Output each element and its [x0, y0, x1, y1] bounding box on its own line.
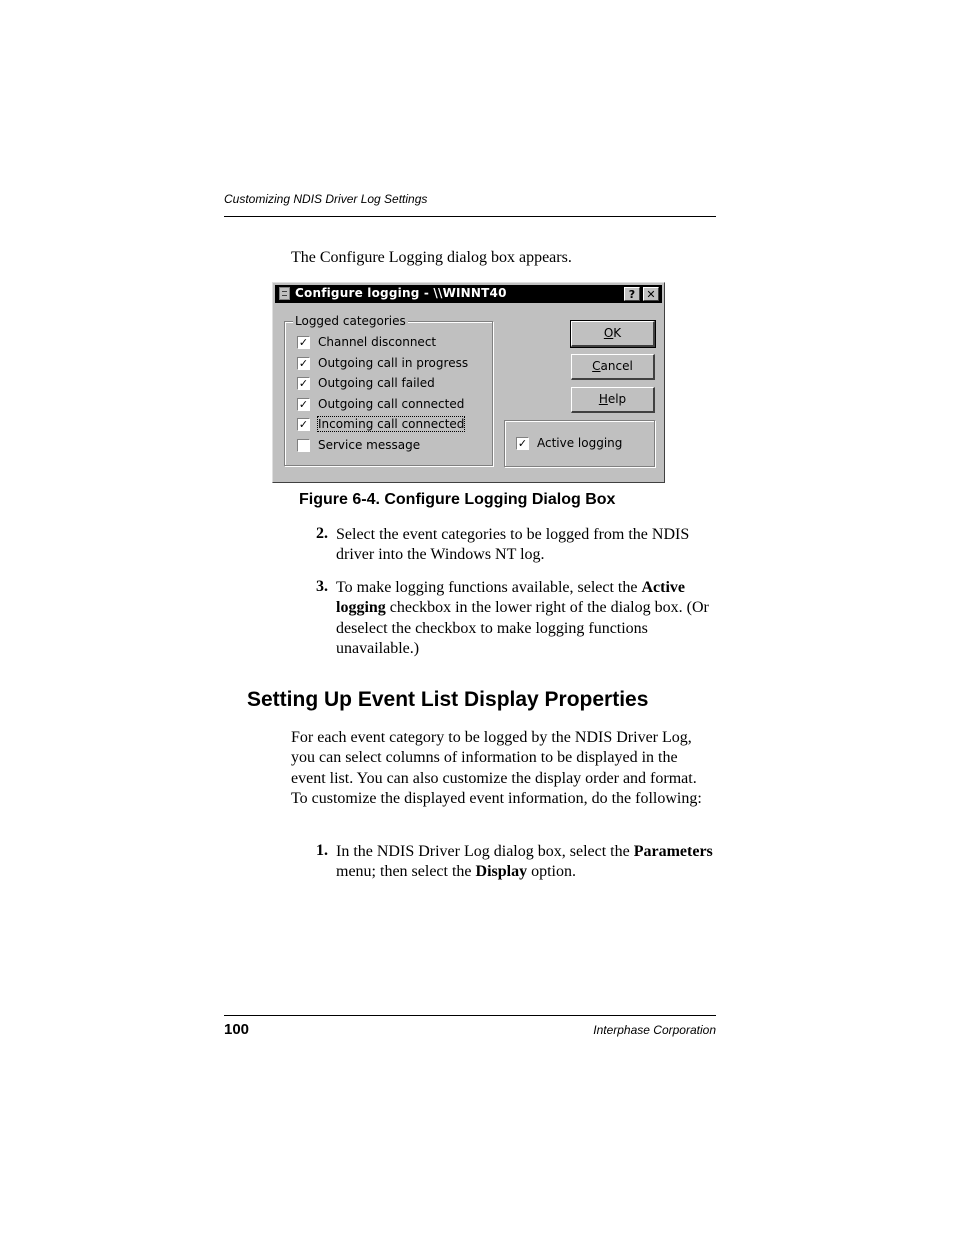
step-number: 2.	[316, 525, 328, 542]
footer-company: Interphase Corporation	[593, 1023, 716, 1037]
step-text	[336, 525, 716, 566]
category-label: Outgoing call connected	[318, 396, 465, 411]
help-label: elp	[607, 392, 627, 406]
active-logging-checkbox[interactable]: ✓	[517, 437, 528, 450]
category-label: Incoming call connected	[318, 417, 465, 431]
dialog-titlebar	[275, 285, 662, 303]
active-logging-group	[504, 420, 655, 467]
category-label: Channel disconnect	[318, 335, 437, 349]
group-label: Logged categories	[295, 314, 406, 328]
active-logging-label: Active logging	[537, 436, 623, 450]
category-checkbox[interactable]: ✓	[298, 418, 309, 431]
category-label: Outgoing call failed	[318, 376, 435, 390]
help-question-button[interactable]: ?	[624, 287, 640, 301]
running-header: Customizing NDIS Driver Log Settings	[224, 192, 428, 206]
step-fragment: menu; then select the	[336, 863, 476, 881]
help-button[interactable]	[571, 387, 655, 413]
step-number: 3.	[316, 578, 328, 595]
category-checkbox[interactable]	[297, 439, 310, 452]
section-heading: Setting Up Event List Display Properties	[247, 688, 649, 711]
intro-text: The Configure Logging dialog box appears.	[291, 249, 572, 266]
step-text	[336, 842, 716, 883]
footer-rule	[224, 1015, 716, 1016]
category-label: Outgoing call in progress	[318, 355, 469, 370]
ok-button[interactable]	[571, 321, 655, 347]
step-text	[336, 578, 716, 660]
ok-label: K	[613, 326, 622, 340]
step-fragment: checkbox in the lower right of the dialog box. (Or deselect the checkbox to make logging functions unavailable.)	[336, 599, 709, 658]
step-emphasis: Display	[475, 863, 528, 881]
help-access-key: H	[598, 392, 608, 406]
step-fragment: In the NDIS Driver Log dialog box, select the	[336, 843, 634, 860]
step-fragment: option.	[527, 863, 576, 881]
dialog-title: Configure logging - \\WINNT40	[295, 286, 507, 300]
category-checkbox[interactable]: ✓	[298, 397, 309, 411]
configure-logging-dialog	[272, 282, 665, 483]
step-emphasis: Active logging	[336, 579, 685, 617]
ok-access-key: O	[603, 326, 614, 340]
figure-caption: Figure 6-4. Configure Logging Dialog Box	[299, 491, 616, 508]
page-number: 100	[224, 1021, 250, 1038]
category-checkbox[interactable]: ✓	[298, 356, 309, 370]
window-menu-icon[interactable]	[279, 287, 290, 300]
close-icon[interactable]: ✕	[643, 287, 659, 301]
step-fragment: To make logging functions available, select the	[336, 579, 642, 596]
step-number: 1.	[316, 842, 328, 859]
cancel-button[interactable]	[571, 354, 655, 380]
step-fragment: Select the event categories to be logged from the NDIS driver into the Windows NT log.	[336, 526, 690, 564]
cancel-label: ancel	[600, 359, 633, 373]
cancel-access-key: C	[592, 359, 601, 373]
logged-categories-group	[284, 314, 493, 466]
category-checkbox[interactable]: ✓	[298, 336, 309, 349]
header-rule	[224, 216, 716, 217]
category-label: Service message	[318, 437, 421, 452]
category-checkbox[interactable]: ✓	[298, 377, 309, 390]
step-emphasis: Parameters	[633, 843, 713, 860]
section-paragraph: For each event category to be logged by the NDIS Driver Log, you can select columns of information to be displayed in the event list. You can also customize the display order and format. To customize the displayed event information, do the following:	[291, 729, 702, 808]
